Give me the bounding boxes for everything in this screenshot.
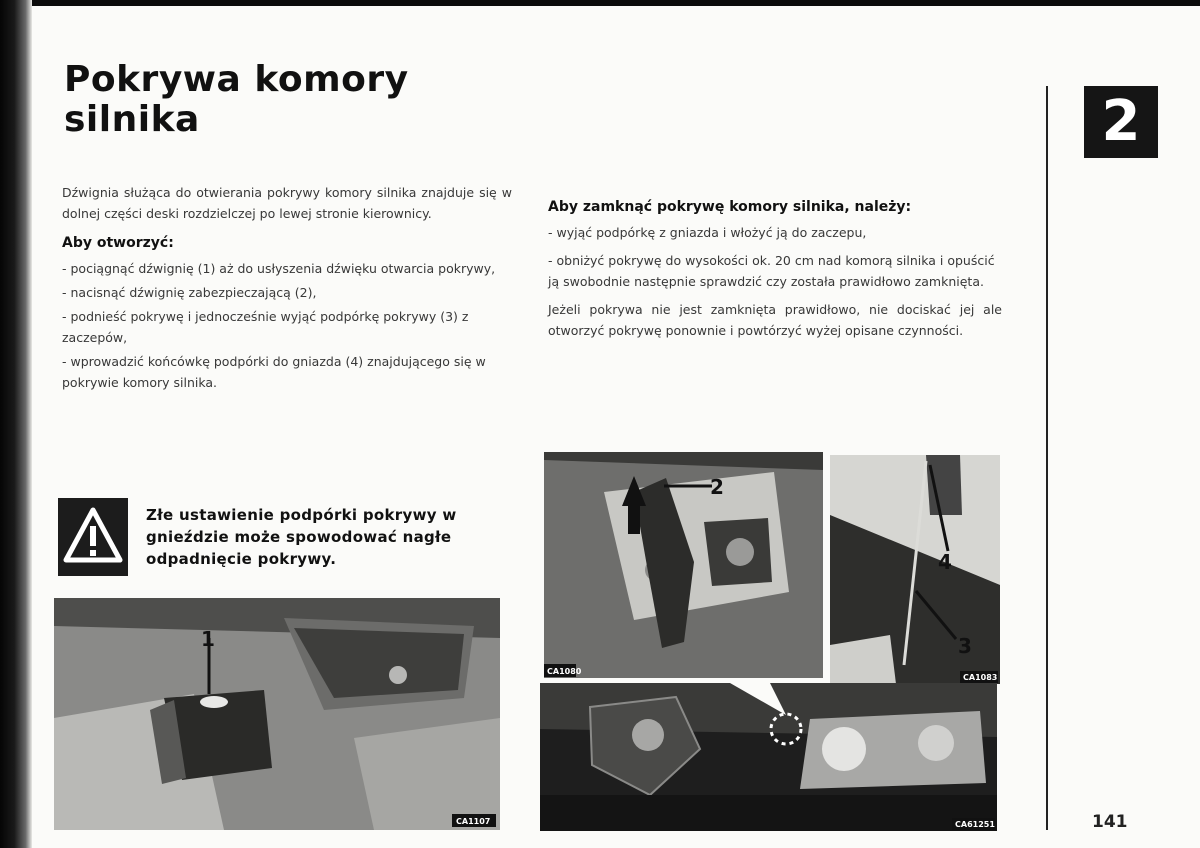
figure-safety-catch: [544, 452, 823, 678]
callout-2: 2: [710, 475, 724, 499]
title-line-2: silnika: [64, 99, 200, 140]
page-number: 141: [1092, 812, 1128, 832]
warning-box: [58, 498, 128, 576]
chapter-rule: [1046, 86, 1048, 830]
figure-hood-lever: [54, 598, 500, 830]
close-step: - obniżyć pokrywę do wysokości ok. 20 cm nad komorą silnika i opuścić ją swobodnie następnie sprawdzić czy została prawidłowo zamknięta.: [548, 253, 995, 289]
chapter-tab: 2: [1084, 86, 1158, 158]
figure-front-view: [540, 683, 997, 831]
open-step: - pociągnąć dźwignię (1) aż do usłyszenia dźwięku otwarcia pokrywy,: [62, 261, 496, 276]
figure-code: CA1080: [547, 667, 582, 676]
figure-code: CA1083: [963, 673, 998, 682]
figure-code: CA1107: [456, 817, 491, 826]
open-step: - podnieść pokrywę i jednocześnie wyjąć podpórkę pokrywy (3) z zaczepów,: [62, 309, 469, 345]
callout-3: 3: [958, 634, 972, 658]
scan-edge-top: [0, 0, 1200, 6]
page-title: [64, 60, 409, 140]
close-heading: Aby zamknąć pokrywę komory silnika, należy:: [548, 199, 912, 215]
warning-triangle-icon: [58, 498, 128, 576]
callout-1: 1: [201, 627, 215, 651]
callout-4: 4: [938, 550, 952, 574]
warning-text: Złe ustawienie podpórki pokrywy w gnieździe może spowodować nagłe odpadnięcie pokrywy.: [146, 506, 457, 568]
open-step: - nacisnąć dźwignię zabezpieczającą (2),: [62, 285, 317, 300]
right-column: [548, 196, 1002, 341]
left-column: [62, 182, 512, 396]
intro-paragraph: Dźwignia służąca do otwierania pokrywy komory silnika znajduje się w dolnej części deski rozdzielczej po lewej stronie kierownicy.: [62, 185, 512, 221]
open-heading: Aby otworzyć:: [62, 235, 174, 251]
close-step: - wyjąć podpórkę z gniazda i włożyć ją do zaczepu,: [548, 225, 867, 240]
open-step: - wprowadzić końcówkę podpórki do gniazda (4) znajdującego się w pokrywie komory silnika.: [62, 354, 486, 390]
figure-code: CA61251: [955, 820, 995, 829]
close-note: Jeżeli pokrywa nie jest zamknięta prawidłowo, nie dociskać jej ale otworzyć pokrywę ponownie i powtórzyć wyżej opisane czynności.: [548, 302, 1002, 338]
figure-prop-rod: [830, 455, 1000, 684]
book-binding-shadow: [0, 0, 32, 848]
title-line-1: Pokrywa komory: [64, 59, 409, 100]
